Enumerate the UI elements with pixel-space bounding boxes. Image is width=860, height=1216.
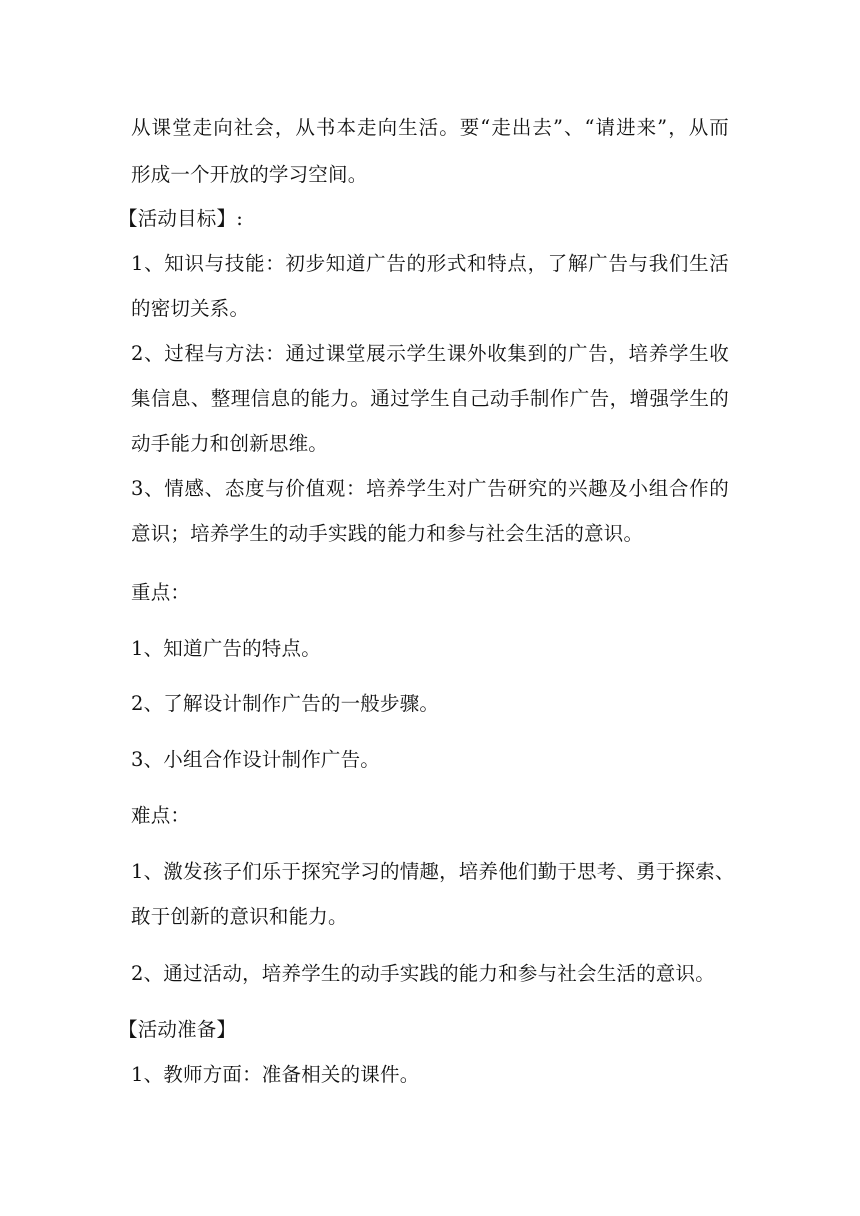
section-heading-activity-prep: 【活动准备】 bbox=[118, 1018, 237, 1041]
key-point-1: 1、知道广告的特点。 bbox=[131, 637, 321, 660]
goal-2-line-3: 动手能力和创新思维。 bbox=[131, 432, 329, 455]
goal-1-line-1: 1、知识与技能：初步知道广告的形式和特点，了解广告与我们生活 bbox=[131, 252, 729, 275]
goal-2-line-2: 集信息、整理信息的能力。通过学生自己动手制作广告，增强学生的 bbox=[131, 387, 729, 410]
difficulty-1-line-1: 1、激发孩子们乐于探究学习的情趣，培养他们勤于思考、勇于探索、 bbox=[131, 860, 735, 883]
section-heading-activity-goals: 【活动目标】: bbox=[118, 207, 243, 230]
goal-2-line-1: 2、过程与方法：通过课堂展示学生课外收集到的广告，培养学生收 bbox=[131, 342, 729, 365]
difficulty-2: 2、通过活动，培养学生的动手实践的能力和参与社会生活的意识。 bbox=[131, 962, 715, 985]
paragraph-intro-line-1: 从课堂走向社会，从书本走向生活。要“走出去”、“请进来”，从而 bbox=[131, 116, 729, 139]
difficulty-1-line-2: 敢于创新的意识和能力。 bbox=[131, 905, 348, 928]
difficulties-heading: 难点： bbox=[131, 804, 191, 827]
key-point-2: 2、了解设计制作广告的一般步骤。 bbox=[131, 692, 440, 715]
key-point-3: 3、小组合作设计制作广告。 bbox=[131, 748, 381, 771]
goal-3-line-2: 意识；培养学生的动手实践的能力和参与社会生活的意识。 bbox=[131, 522, 644, 545]
paragraph-intro-line-2: 形成一个开放的学习空间。 bbox=[131, 163, 368, 186]
key-points-heading: 重点： bbox=[131, 581, 191, 604]
goal-1-line-2: 的密切关系。 bbox=[131, 297, 250, 320]
goal-3-line-1: 3、情感、态度与价值观：培养学生对广告研究的兴趣及小组合作的 bbox=[131, 477, 729, 500]
prep-1: 1、教师方面：准备相关的课件。 bbox=[131, 1063, 420, 1086]
